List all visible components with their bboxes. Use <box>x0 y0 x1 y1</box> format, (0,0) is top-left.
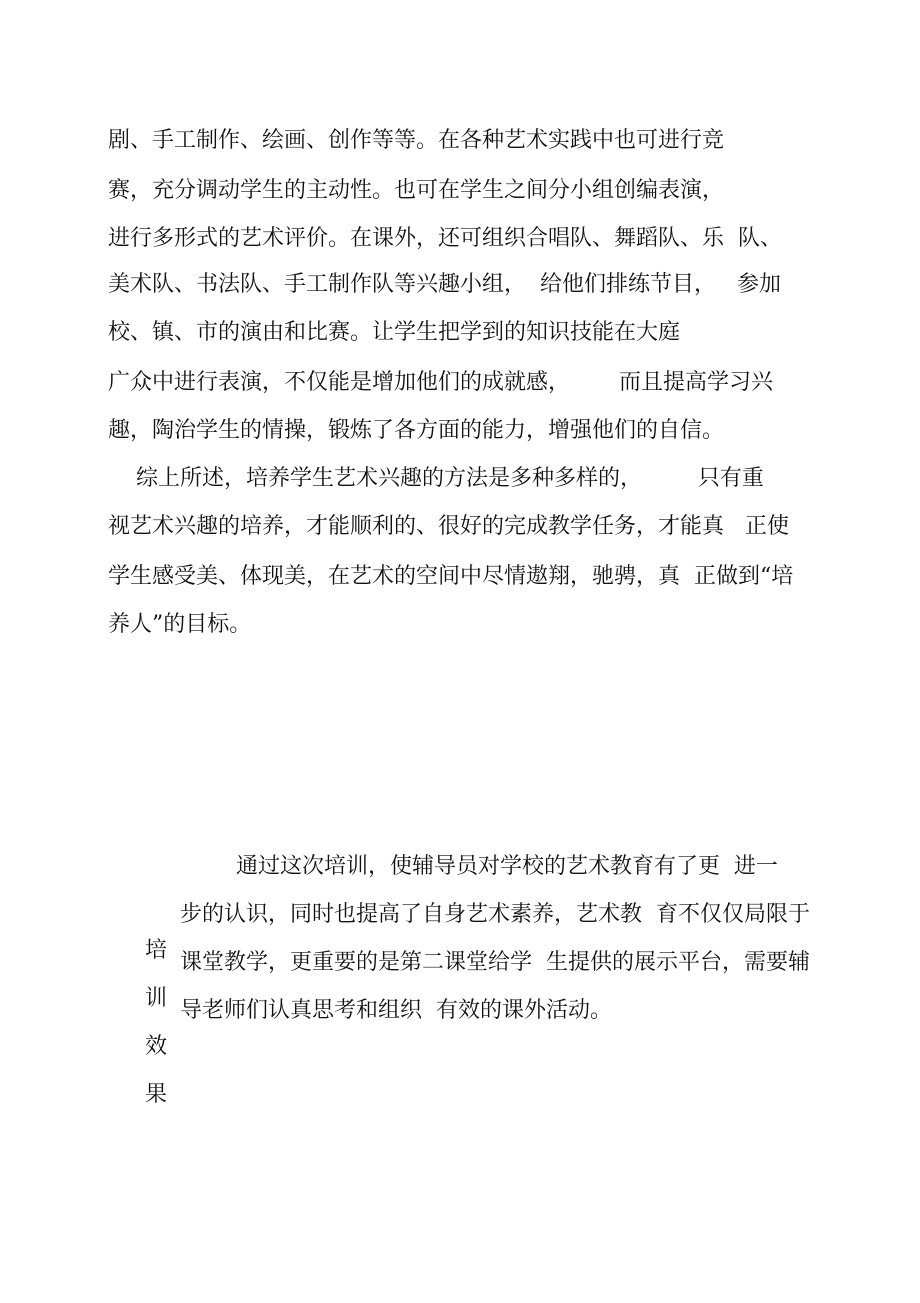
paragraph-line: 综上所述，培养学生艺术兴趣的方法是多种多样的， 只有重 <box>108 466 764 491</box>
training-effect-line: 步的认识，同时也提高了自身艺术素养，艺术教 育不仅仅局限于 <box>180 902 810 927</box>
paragraph-line: 美术队、书法队、手工制作队等兴趣小组， 给他们排练节目， 参加 <box>108 272 781 297</box>
training-effect-label-char: 训 <box>145 986 168 1011</box>
paragraph-line: 校、镇、市的演由和比赛。让学生把学到的知识技能在大庭 <box>108 320 681 345</box>
training-effect-line: 课堂教学，更重要的是第二课堂给学 生提供的展示平台，需要辅 <box>180 950 810 975</box>
paragraph-line: 剧、手工制作、绘画、创作等等。在各种艺术实践中也可进行竞 <box>108 128 725 153</box>
paragraph-line: 广众中进行表演，不仅能是增加他们的成就感， 而且提高学习兴 <box>108 370 773 395</box>
training-effect-line: 通过这次培训，使辅导员对学校的艺术教育有了更 进一 <box>180 854 778 879</box>
paragraph-line: 视艺术兴趣的培养，才能顺利的、很好的完成教学任务，才能真 正使 <box>108 514 789 539</box>
training-effect-label-char: 果 <box>145 1082 168 1107</box>
training-effect-label-char: 培 <box>145 938 168 963</box>
paragraph-line: 学生感受美、体现美，在艺术的空间中尽情遨翔，驰骋，真 正做到“培 <box>108 564 794 589</box>
paragraph-line: 赛，充分调动学生的主动性。也可在学生之间分小组创编表演， <box>108 178 725 203</box>
training-effect-line: 导老师们认真思考和组织 有效的课外活动。 <box>180 998 612 1023</box>
paragraph-line: 进行多形式的艺术评价。在课外，还可组织合唱队、舞蹈队、乐 队、 <box>108 226 782 251</box>
training-effect-label-char: 效 <box>145 1034 168 1059</box>
paragraph-line: 趣，陶治学生的情操，锻炼了各方面的能力，增强他们的自信。 <box>108 418 725 443</box>
paragraph-line: 养人”的目标。 <box>108 612 252 637</box>
